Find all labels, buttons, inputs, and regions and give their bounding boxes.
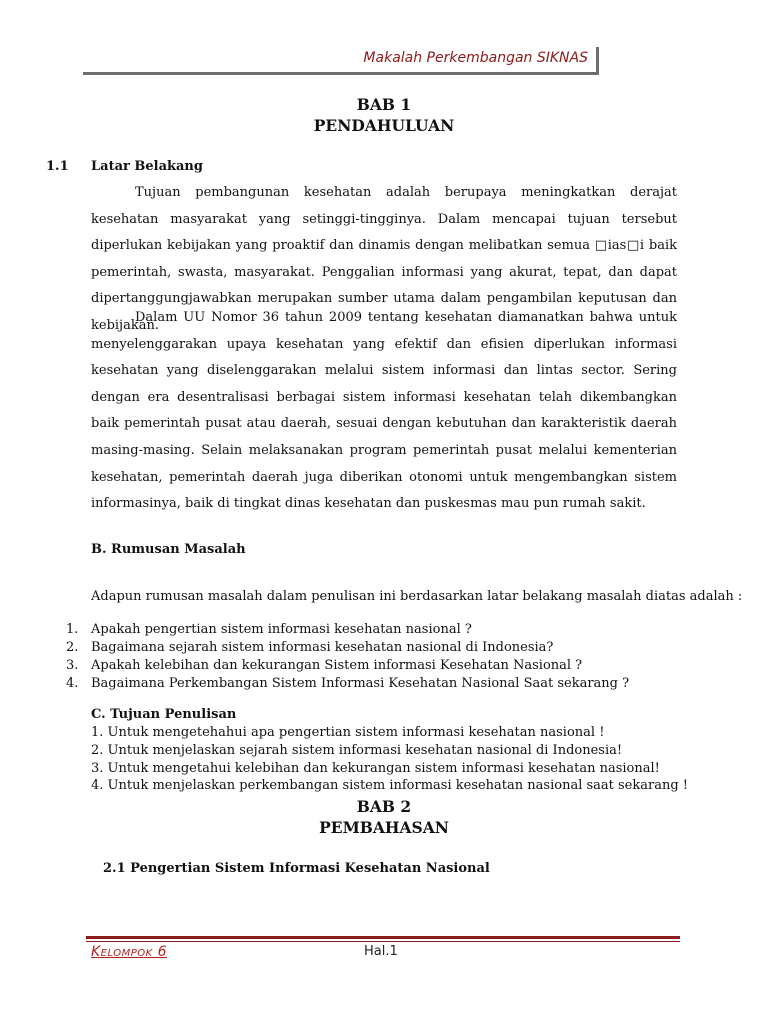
- header-rule: [83, 72, 597, 75]
- section-c-title: C. Tujuan Penulisan: [91, 707, 237, 722]
- paragraph-2-text: Dalam UU Nomor 36 tahun 2009 tentang kesehatan diamanatkan bahwa untuk menyelenggarakan upaya kesehatan yang efektif dan efisien diperlukan informasi kesehatan yang diselenggarakan melalui sistem informasi dan lintas sector. Sering dengan era desentralisasi berbagai sistem informasi kesehatan telah dikembangkan baik pemerintah pusat atau daerah, sesuai dengan kebutuhan dan karakteristik daerah masing-masing. Selain melaksanakan program pemerintah pusat melalui kementerian kesehatan, pemerintah daerah juga diberikan otonomi untuk mengembangkan sistem informasinya, baik di tingkat dinas kesehatan dan puskesmas mau pun rumah sakit.: [91, 310, 677, 512]
- list-item-number: 4.: [66, 676, 79, 691]
- list-item-text: Apakah kelebihan dan kekurangan Sistem informasi Kesehatan Nasional ?: [91, 658, 583, 673]
- list-item-number: 3.: [66, 658, 79, 673]
- chapter-2-label: BAB 2: [356, 797, 412, 816]
- list-item-number: 1.: [66, 622, 79, 637]
- section-2-1-title: 2.1 Pengertian Sistem Informasi Kesehatan Nasional: [103, 861, 490, 876]
- paragraph-1-text: Tujuan pembangunan kesehatan adalah berupaya meningkatkan derajat kesehatan masyarakat yang setinggi-tingginya. Dalam mencapai tujuan tersebut diperlukan kebijakan yang proaktif dan dinamis dengan melibatkan semua □ias□i baik pemerintah, swasta, masyarakat. Penggalian informasi yang akurat, tepat, dan dapat dipertanggungjawabkan merupakan sumber utama dalam pengambilan keputusan dan kebijakan.: [91, 185, 677, 333]
- section-b-title: B. Rumusan Masalah: [91, 542, 246, 557]
- tujuan-item: 4. Untuk menjelaskan perkembangan sistem informasi kesehatan nasional saat sekarang !: [91, 778, 689, 793]
- footer-rule-thin: [86, 941, 680, 942]
- footer-page-number: Hal.1: [364, 944, 398, 959]
- tujuan-item: 1. Untuk mengetehahui apa pengertian sistem informasi kesehatan nasional !: [91, 725, 605, 740]
- tujuan-item: 3. Untuk mengetahui kelebihan dan kekurangan sistem informasi kesehatan nasional!: [91, 761, 660, 776]
- list-item-text: Bagaimana sejarah sistem informasi kesehatan nasional di Indonesia?: [91, 640, 554, 655]
- section-1-1-number: 1.1: [46, 159, 69, 174]
- chapter-1-label: BAB 1: [356, 95, 412, 114]
- chapter-2-title: PEMBAHASAN: [319, 818, 449, 837]
- list-item-number: 2.: [66, 640, 79, 655]
- paragraph-latar-belakang-2: [91, 305, 677, 518]
- footer-group-name: Kelompok 6: [91, 944, 168, 960]
- footer-rule: [86, 936, 680, 939]
- tujuan-item: 2. Untuk menjelaskan sejarah sistem informasi kesehatan nasional di Indonesia!: [91, 743, 623, 758]
- list-item-text: Apakah pengertian sistem informasi kesehatan nasional ?: [91, 622, 472, 637]
- section-b-intro: Adapun rumusan masalah dalam penulisan ini berdasarkan latar belakang masalah diatas adalah :: [91, 589, 743, 604]
- list-item-text: Bagaimana Perkembangan Sistem Informasi Kesehatan Nasional Saat sekarang ?: [91, 676, 630, 691]
- header-title: Makalah Perkembangan SIKNAS: [363, 50, 588, 66]
- header-vertical-bar: [596, 47, 599, 75]
- section-1-1-title: Latar Belakang: [91, 159, 203, 174]
- chapter-1-title: PENDAHULUAN: [313, 116, 455, 135]
